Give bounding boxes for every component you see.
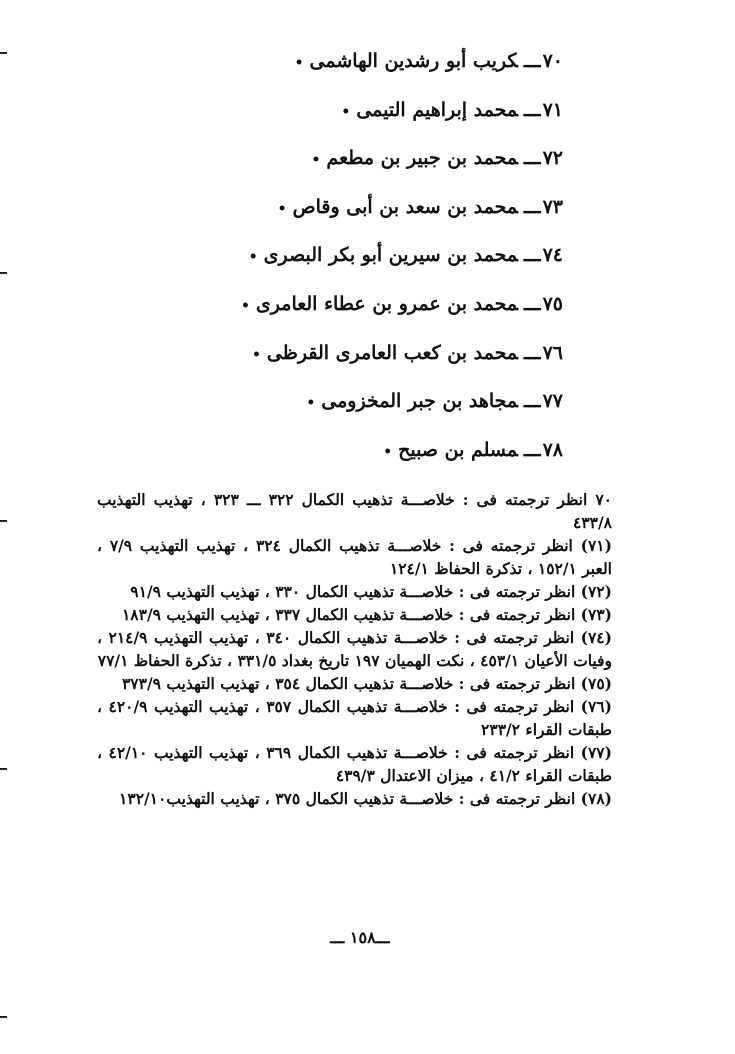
entry-name: محمد بن سعد بن أبى وقاص [292, 195, 518, 218]
footnote: (٧٥) انظر ترجمته فى : خلاصـــة تذهيب الكمال ٣٥٤ ، تهذيب التهذيب ٣٧٣/٩ [121, 674, 612, 693]
page-number: ـــ١٥٨ ـــ [330, 928, 390, 947]
entry-name: محمد بن سيرين أبو بكر البصرى [263, 244, 518, 267]
left-edge-mark [0, 52, 7, 54]
narrator-list [233, 42, 563, 479]
entry-name: كريب أبو رشدين الهاشمى [309, 50, 518, 72]
bullet-icon: • [240, 297, 250, 314]
entry-name: محمد بن جبير بن مطعم [326, 147, 518, 170]
bullet-icon: • [248, 249, 258, 266]
footnote: ٧٠ انظر ترجمته فى : خلاصـــة تذهيب الكمال ٣٢٢ ـــ ٣٢٣ ، تهذيب التهذيب ٤٣٣/٨ [97, 490, 613, 532]
entry-name: مسلم بن صبيح [398, 438, 518, 461]
entry-number: ٧٠ [542, 50, 563, 72]
list-item [233, 188, 563, 237]
entry-dash: ـــ [523, 50, 541, 72]
entry-dash: ـــ [523, 244, 541, 267]
entry-dash: ـــ [523, 390, 541, 413]
bullet-icon: • [251, 346, 261, 363]
list-item [233, 285, 563, 334]
entry-dash: ـــ [523, 195, 541, 218]
entry-dash: ـــ [523, 438, 541, 461]
bullet-icon: • [277, 200, 287, 217]
list-item [233, 382, 563, 431]
entry-name: مجاهد بن جبر المخزومى [321, 390, 518, 413]
entry-number: ٧٤ [542, 244, 563, 267]
footnote: (٧٣) انظر ترجمته فى : خلاصـــة تذهيب الكمال ٣٣٧ ، تهذيب التهذيب ١٨٣/٩ [121, 605, 612, 624]
footnote: (٧٤) انظر ترجمته فى : خلاصـــة تذهيب الكمال ٣٤٠ ، تهذيب التهذيب ٢١٤/٩ ، وفيات الأعيان ٤٥٣/١ ، نكت الهميان ١٩٧ تاريخ بغداد ٣٣١/٥ ، تذكرة الحفاظ ٧٧/١ [97, 628, 612, 670]
bullet-icon: • [311, 152, 321, 169]
left-edge-mark [0, 1016, 7, 1018]
entry-number: ٧١ [542, 98, 563, 121]
entry-dash: ـــ [523, 98, 541, 121]
list-item [233, 42, 563, 91]
entry-number: ٧٧ [542, 390, 563, 413]
footnote: (٧٦) انظر ترجمته فى : خلاصـــة تذهيب الكمال ٣٥٧ ، تهذيب التهذيب ٤٢٠/٩ ، طبقات القراء ٢٣٣/٢ [97, 697, 612, 739]
left-edge-mark [0, 272, 7, 274]
entry-number: ٧٢ [542, 147, 563, 170]
entry-dash: ـــ [523, 147, 541, 170]
entry-name: محمد بن عمرو بن عطاء العامرى [255, 292, 518, 315]
entry-number: ٧٥ [542, 292, 563, 315]
footnote: (٧٨) انظر ترجمته فى : خلاصـــة تذهيب الكمال ٣٧٥ ، تهذيب التهذيب١٣٢/١٠ [119, 789, 612, 808]
list-item [233, 334, 563, 383]
entry-number: ٧٦ [542, 341, 563, 364]
footnote: (٧٢) انظر ترجمته فى : خلاصـــة تذهيب الكمال ٣٣٠ ، تهذيب التهذيب ٩١/٩ [130, 582, 612, 601]
entry-number: ٧٨ [542, 438, 563, 461]
list-item [233, 139, 563, 188]
entry-dash: ـــ [523, 341, 541, 364]
bullet-icon: • [306, 395, 316, 412]
bullet-icon: • [294, 55, 304, 71]
list-item [233, 91, 563, 140]
list-item [233, 431, 563, 480]
list-item [233, 236, 563, 285]
entry-name: محمد إبراهيم التيمى [356, 98, 518, 121]
left-edge-mark [0, 768, 7, 770]
footnote: (٧٧) انظر ترجمته فى : خلاصـــة تذهيب الكمال ٣٦٩ ، تهذيب التهذيب ٤٢/١٠ ، طبقات القراء ٤١/٢ ، ميزان الاعتدال ٤٣٩/٣ [97, 743, 612, 785]
entry-dash: ـــ [523, 292, 541, 315]
footnotes [97, 488, 612, 810]
left-edge-mark [0, 520, 7, 522]
entry-number: ٧٣ [542, 195, 563, 218]
bullet-icon: • [383, 443, 393, 460]
footnote: (٧١) انظر ترجمته فى : خلاصـــة تذهيب الكمال ٣٢٤ ، تهذيب التهذيب ٧/٩ ، العبر ١٥٢/١ ، تذكرة الحفاظ ١٢٤/١ [97, 536, 612, 578]
bullet-icon: • [341, 103, 351, 120]
entry-name: محمد بن كعب العامرى القرظى [266, 341, 518, 364]
